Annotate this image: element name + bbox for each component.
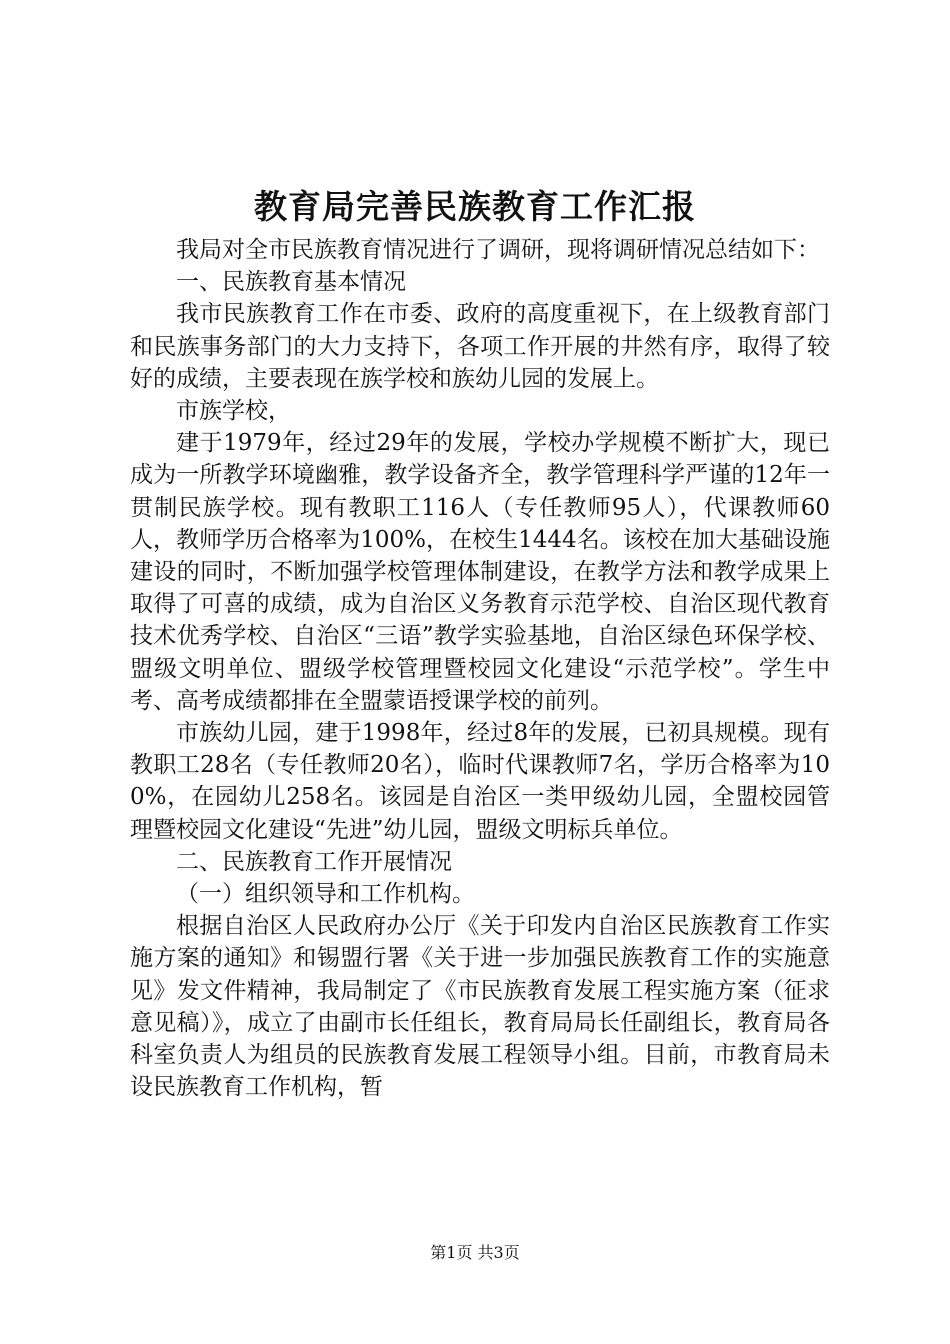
document-body — [130, 234, 830, 1103]
document-title: 教育局完善民族教育工作汇报 — [254, 187, 696, 226]
paragraph-organization: 根据自治区人民政府办公厅《关于印发内自治区民族教育工作实施方案的通知》和锡盟行署《关于进一步加强民族教育工作的实施意见》发文件精神，我局制定了《市民族教育发展工程实施方案（征求意见稿）》，成立了由副市长任组长，教育局局长任副组长，教育局各科室负责人为组员的民族教育发展工程领导小组。目前，市教育局未设民族教育工作机构，暂 — [130, 913, 830, 1101]
section-heading-work-progress: 二、民族教育工作开展情况 — [176, 848, 452, 875]
section-heading-basic-situation: 一、民族教育基本情况 — [176, 269, 406, 296]
paragraph-kindergarten: 市族幼儿园，建于1998年，经过8年的发展，已初具规模。现有教职工28名（专任教师20名），临时代课教师7名，学历合格率为100%，在园幼儿258名。该园是自治区一类甲级幼儿园，全盟校园管理暨校园文化建设“先进”幼儿园，盟级文明标兵单位。 — [130, 720, 830, 843]
paragraph-school-details: 建于1979年，经过29年的发展，学校办学规模不断扩大，现已成为一所教学环境幽雅，教学设备齐全，教学管理科学严谨的12年一贯制民族学校。现有教职工116人（专任教师95人），代课教师60人，教师学历合格率为100%，在校生1444名。该校在加大基础设施建设的同时，不断加强学校管理体制建设，在教学方法和教学成果上取得了可喜的成绩，成为自治区义务教育示范学校、自治区现代教育技术优秀学校、自治区“三语”教学实验基地，自治区绿色环保学校、盟级文明单位、盟级学校管理暨校园文化建设“示范学校”。学生中考、高考成绩都排在全盟蒙语授课学校的前列。 — [130, 430, 830, 714]
page-footer: 第1页 共3页 — [430, 1243, 520, 1262]
paragraph-school-heading: 市族学校， — [176, 398, 291, 425]
paragraph-intro: 我局对全市民族教育情况进行了调研，现将调研情况总结如下： — [176, 237, 820, 263]
subsection-heading-organization: （一）组织领导和工作机构。 — [176, 881, 475, 908]
paragraph-overview: 我市民族教育工作在市委、政府的高度重视下，在上级教育部门和民族事务部门的大力支持下，各项工作开展的井然有序，取得了较好的成绩，主要表现在族学校和族幼儿园的发展上。 — [130, 301, 830, 392]
